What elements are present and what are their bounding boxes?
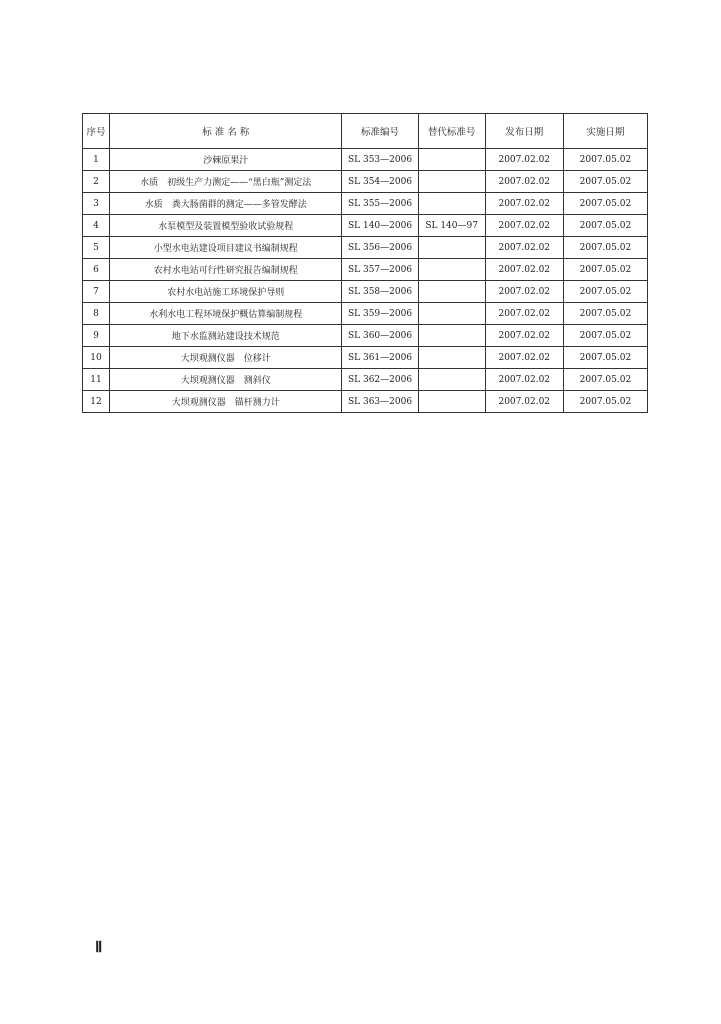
cell-issue-date: 2007.02.02 [485, 193, 563, 215]
cell-implementation-date: 2007.05.02 [563, 281, 647, 303]
cell-standard-code: SL 354—2006 [342, 171, 418, 193]
cell-replaced-code [418, 193, 485, 215]
table-row [83, 347, 648, 369]
table-row [83, 193, 648, 215]
table-row [83, 259, 648, 281]
cell-replaced-code [418, 259, 485, 281]
cell-issue-date: 2007.02.02 [485, 259, 563, 281]
cell-issue-date: 2007.02.02 [485, 391, 563, 413]
cell-implementation-date: 2007.05.02 [563, 325, 647, 347]
header-standard-name: 标 准 名 称 [110, 114, 342, 149]
cell-serial-number: 10 [83, 347, 110, 369]
cell-standard-code: SL 360—2006 [342, 325, 418, 347]
cell-replaced-code [418, 237, 485, 259]
cell-implementation-date: 2007.05.02 [563, 171, 647, 193]
page-number: Ⅱ [95, 940, 102, 956]
cell-standard-code: SL 353—2006 [342, 149, 418, 171]
cell-serial-number: 5 [83, 237, 110, 259]
cell-standard-name: 水质 初级生产力测定——“黑白瓶”测定法 [110, 171, 342, 193]
cell-standard-name: 大坝观测仪器 位移计 [110, 347, 342, 369]
cell-standard-name: 地下水监测站建设技术规范 [110, 325, 342, 347]
cell-serial-number: 4 [83, 215, 110, 237]
cell-standard-code: SL 356—2006 [342, 237, 418, 259]
cell-serial-number: 3 [83, 193, 110, 215]
cell-serial-number: 12 [83, 391, 110, 413]
cell-standard-code: SL 363—2006 [342, 391, 418, 413]
cell-standard-code: SL 358—2006 [342, 281, 418, 303]
table-row [83, 303, 648, 325]
table-row [83, 369, 648, 391]
cell-replaced-code: SL 140—97 [418, 215, 485, 237]
cell-standard-name: 水泵模型及装置模型验收试验规程 [110, 215, 342, 237]
cell-standard-code: SL 357—2006 [342, 259, 418, 281]
header-serial-number: 序号 [83, 114, 110, 149]
standards-table [82, 113, 648, 413]
cell-replaced-code [418, 325, 485, 347]
cell-serial-number: 6 [83, 259, 110, 281]
cell-issue-date: 2007.02.02 [485, 369, 563, 391]
cell-standard-code: SL 362—2006 [342, 369, 418, 391]
table-row [83, 281, 648, 303]
header-implementation-date: 实施日期 [563, 114, 647, 149]
table-row [83, 149, 648, 171]
cell-standard-code: SL 359—2006 [342, 303, 418, 325]
cell-standard-name: 农村水电站施工环境保护导则 [110, 281, 342, 303]
cell-serial-number: 9 [83, 325, 110, 347]
cell-serial-number: 8 [83, 303, 110, 325]
cell-replaced-code [418, 347, 485, 369]
table-row [83, 325, 648, 347]
cell-replaced-code [418, 149, 485, 171]
cell-implementation-date: 2007.05.02 [563, 347, 647, 369]
cell-serial-number: 2 [83, 171, 110, 193]
cell-issue-date: 2007.02.02 [485, 171, 563, 193]
cell-standard-name: 大坝观测仪器 测斜仪 [110, 369, 342, 391]
cell-standard-code: SL 355—2006 [342, 193, 418, 215]
cell-implementation-date: 2007.05.02 [563, 369, 647, 391]
table-row [83, 171, 648, 193]
cell-standard-name: 水利水电工程环境保护概估算编制规程 [110, 303, 342, 325]
cell-replaced-code [418, 281, 485, 303]
cell-serial-number: 7 [83, 281, 110, 303]
cell-standard-code: SL 361—2006 [342, 347, 418, 369]
cell-replaced-code [418, 369, 485, 391]
cell-issue-date: 2007.02.02 [485, 281, 563, 303]
cell-standard-name: 大坝观测仪器 锚杆测力计 [110, 391, 342, 413]
cell-standard-name: 水质 粪大肠菌群的测定——多管发酵法 [110, 193, 342, 215]
cell-serial-number: 11 [83, 369, 110, 391]
header-standard-code: 标准编号 [342, 114, 418, 149]
header-issue-date: 发布日期 [485, 114, 563, 149]
cell-issue-date: 2007.02.02 [485, 215, 563, 237]
cell-implementation-date: 2007.05.02 [563, 391, 647, 413]
cell-issue-date: 2007.02.02 [485, 303, 563, 325]
cell-issue-date: 2007.02.02 [485, 347, 563, 369]
table-row [83, 215, 648, 237]
cell-issue-date: 2007.02.02 [485, 237, 563, 259]
header-replaced-code: 替代标准号 [418, 114, 485, 149]
table-row [83, 391, 648, 413]
cell-issue-date: 2007.02.02 [485, 325, 563, 347]
cell-implementation-date: 2007.05.02 [563, 259, 647, 281]
cell-replaced-code [418, 391, 485, 413]
cell-implementation-date: 2007.05.02 [563, 303, 647, 325]
cell-standard-name: 小型水电站建设项目建议书编制规程 [110, 237, 342, 259]
cell-standard-code: SL 140—2006 [342, 215, 418, 237]
cell-implementation-date: 2007.05.02 [563, 215, 647, 237]
cell-serial-number: 1 [83, 149, 110, 171]
table-row [83, 237, 648, 259]
cell-implementation-date: 2007.05.02 [563, 149, 647, 171]
cell-implementation-date: 2007.05.02 [563, 193, 647, 215]
cell-implementation-date: 2007.05.02 [563, 237, 647, 259]
cell-standard-name: 农村水电站可行性研究报告编制规程 [110, 259, 342, 281]
cell-standard-name: 沙棘原果汁 [110, 149, 342, 171]
cell-replaced-code [418, 171, 485, 193]
cell-replaced-code [418, 303, 485, 325]
cell-issue-date: 2007.02.02 [485, 149, 563, 171]
table-header-row [83, 114, 648, 149]
